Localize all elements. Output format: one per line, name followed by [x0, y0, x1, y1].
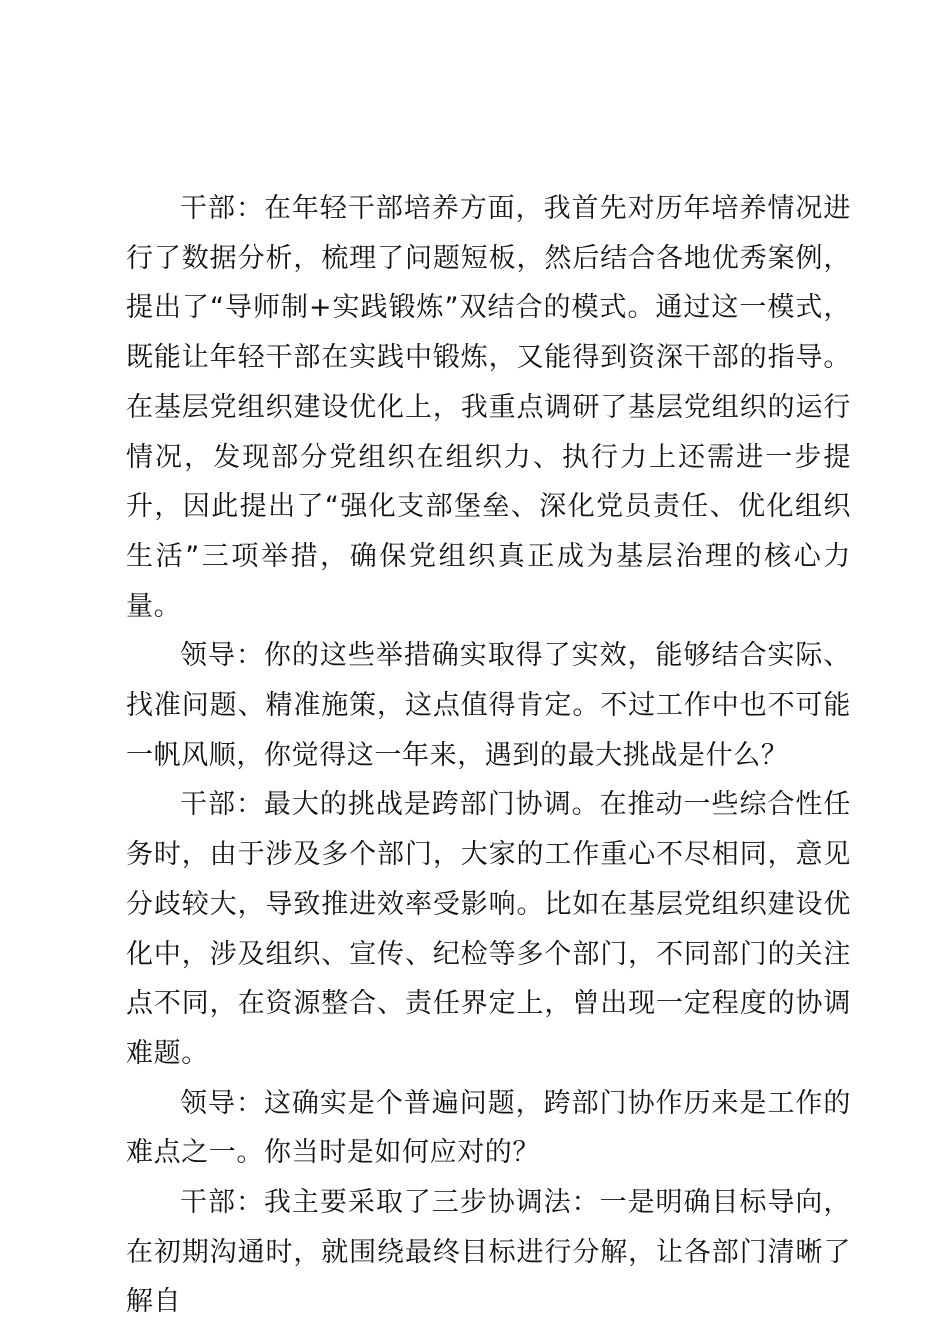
paragraph-cadre-three-step-method: 干部：我主要采取了三步协调法：一是明确目标导向，在初期沟通时，就围绕最终目标进行分解，让各部门清晰了解自: [126, 1187, 851, 1318]
paragraph-leader-response-question: 领导：这确实是个普遍问题，跨部门协作历来是工作的难点之一。你当时是如何应对的？: [126, 1087, 851, 1169]
document-body: [126, 184, 851, 1327]
paragraph-leader-challenge-question: 领导：你的这些举措确实取得了实效，能够结合实际、找准问题、精准施策，这点值得肯定。不过工作中也不可能一帆风顺，你觉得这一年来，遇到的最大挑战是什么？: [126, 640, 851, 771]
paragraph-cadre-coordination-challenge: 干部：最大的挑战是跨部门协调。在推动一些综合性任务时，由于涉及多个部门，大家的工作重心不尽相同，意见分歧较大，导致推进效率受影响。比如在基层党组织建设优化中，涉及组织、宣传、纪检等多个部门，不同部门的关注点不同，在资源整合、责任界定上，曾出现一定程度的协调难题。: [126, 789, 851, 1069]
paragraph-cadre-training-response: 干部：在年轻干部培养方面，我首先对历年培养情况进行了数据分析，梳理了问题短板，然后结合各地优秀案例，提出了“导师制+实践锻炼”双结合的模式。通过这一模式，既能让年轻干部在实践中锻炼，又能得到资深干部的指导。在基层党组织建设优化上，我重点调研了基层党组织的运行情况，发现部分党组织在组织力、执行力上还需进一步提升，因此提出了“强化支部堡垒、深化党员责任、优化组织生活”三项举措，确保党组织真正成为基层治理的核心力量。: [126, 193, 851, 622]
